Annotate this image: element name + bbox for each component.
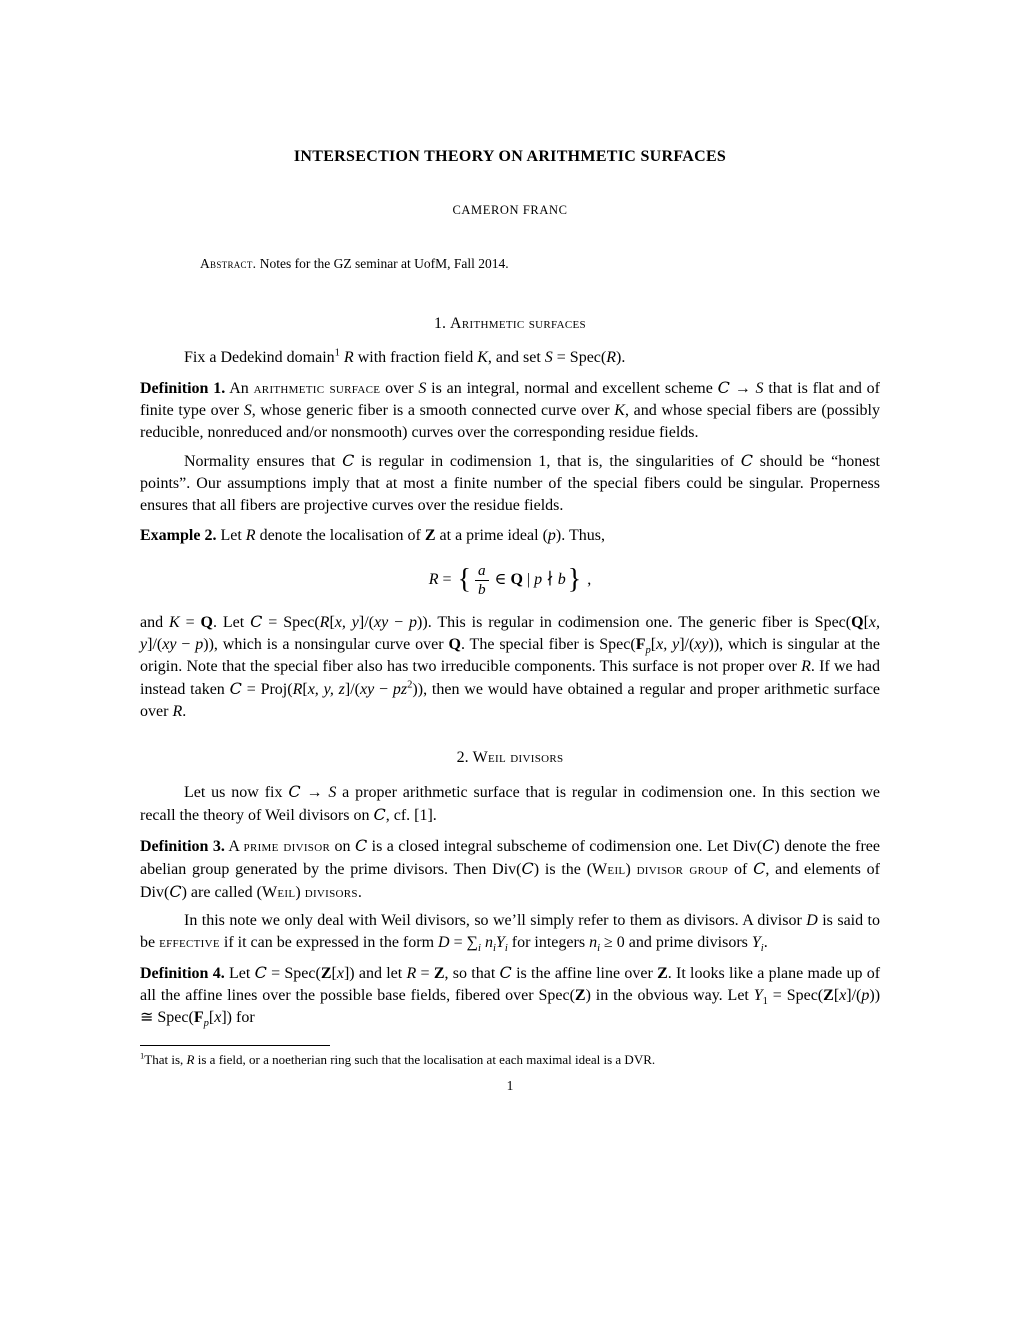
text-segment: = [179, 614, 201, 631]
example-2 [140, 525, 880, 547]
text-segment: with fraction field [353, 349, 478, 366]
text-segment: i [504, 943, 508, 955]
abstract-label: Abstract. [200, 256, 257, 271]
text-segment: Fix a Dedekind domain [184, 349, 335, 366]
text-segment: ∑ [466, 934, 479, 951]
footnote-area [140, 1045, 880, 1069]
text-segment: , so that [444, 965, 500, 982]
text-segment: ≥ 0 and prime divisors [600, 934, 752, 951]
page-number: 1 [506, 1078, 514, 1093]
text-segment: S [418, 380, 427, 397]
text-segment: Arithmetic surfaces [450, 315, 586, 332]
text-segment: C [753, 859, 766, 878]
fraction: $\frac{a}{b}$ [475, 563, 489, 598]
text-segment: C [762, 836, 775, 855]
text-segment: C [717, 378, 730, 397]
text-segment: xy [374, 614, 389, 631]
text-segment: , cf. [1]. [385, 807, 437, 824]
text-segment: arithmetic surface [253, 380, 381, 397]
text-segment: x, y, z [307, 681, 345, 698]
text-segment: R [801, 658, 811, 675]
text-segment: ) are called ( [181, 884, 262, 901]
text-segment: Definition 4. [140, 965, 225, 982]
text-segment: = [449, 934, 467, 951]
text-segment: F [635, 636, 646, 653]
text-segment: effective [159, 934, 220, 951]
text-segment: S [544, 349, 553, 366]
text-segment: xy [162, 636, 177, 653]
text-segment: that is flat and of finite type over [140, 380, 881, 419]
text-segment: K [169, 614, 180, 631]
text-segment: D [806, 912, 818, 929]
text-segment: | [522, 571, 535, 588]
text-segment: R [406, 965, 417, 982]
text-segment: Y [495, 934, 505, 951]
text-segment: Z [823, 987, 834, 1004]
text-segment: Normality ensures that [184, 453, 343, 470]
text-segment: Let [216, 527, 246, 544]
definition-1 [140, 377, 880, 444]
display-equation: R = { $\frac{a}{b}$ ∈ Q | p ∤ b} , [428, 561, 592, 598]
text-segment: Definition 3. [140, 838, 225, 855]
text-segment: is an integral, normal and excellent scheme [426, 380, 718, 397]
text-segment: xy [694, 636, 709, 653]
text-segment: n [484, 934, 493, 951]
text-segment: Z [320, 965, 332, 982]
text-segment: is said to be [140, 912, 881, 951]
text-segment: ]) and let [343, 965, 407, 982]
abstract [140, 254, 880, 273]
text-segment: [ [833, 987, 840, 1004]
text-segment: )) ≅ Spec( [140, 987, 881, 1026]
text-segment: and [140, 614, 170, 631]
text-segment: [ [331, 965, 337, 982]
text-segment: = [416, 965, 434, 982]
text-segment: x [839, 987, 847, 1004]
text-segment: )), which is a nonsingular curve over [203, 636, 449, 653]
text-segment: divisor group [636, 861, 729, 878]
text-segment: Q [200, 614, 213, 631]
text-segment: of [728, 861, 754, 878]
text-segment: should be “honest points”. Our assumptions imply that at most a finite number of the special fibers could be singular. Properness ensures that all fibers are projective curves over the residue fields. [140, 453, 881, 514]
section-heading-1 [140, 313, 880, 335]
text-segment: if it can be expressed in the form [219, 934, 439, 951]
text-segment: p [409, 614, 418, 631]
text-segment: [ [329, 614, 335, 631]
section-heading-2 [140, 747, 880, 769]
text-segment: on [330, 838, 355, 855]
text-segment: − [388, 614, 410, 631]
text-segment: R [428, 571, 439, 588]
example-2-continued [140, 611, 880, 723]
text-segment: C [250, 612, 263, 631]
text-segment: Z [424, 527, 436, 544]
text-segment: C [373, 805, 386, 824]
text-segment: ]/( [679, 636, 695, 653]
text-segment: ) denote the free abelian group generated by the prime divisors. Then Div( [140, 838, 880, 878]
text-segment: S [755, 380, 764, 397]
text-segment: An [225, 380, 254, 397]
text-segment: 1. [434, 315, 451, 332]
text-segment: K [614, 402, 625, 419]
text-segment: R [319, 614, 330, 631]
text-segment: x, y [656, 636, 680, 653]
text-segment: ) [625, 861, 637, 878]
text-segment: Definition 1. [140, 380, 226, 397]
text-segment: ∈ [490, 571, 511, 588]
text-segment: Weil [261, 884, 296, 901]
text-segment: over [380, 380, 419, 397]
text-segment: p [547, 527, 556, 544]
paragraph-weil-intro [140, 781, 880, 827]
text-segment: )), which is singular at the origin. Note that the special fiber also has two irreducible components. This surface is not proper over [140, 636, 881, 675]
text-segment: ) in the obvious way. Let [585, 987, 754, 1004]
text-segment: S [328, 784, 337, 801]
text-segment: Q [851, 614, 864, 631]
text-segment: ]/( [147, 636, 163, 653]
text-segment: R [245, 527, 256, 544]
text-segment: D [438, 934, 450, 951]
text-segment: Z [657, 965, 668, 982]
text-segment: , and whose special fibers are (possibly reducible, nonreduced and/or nonsmooth) curves over the corresponding residue fields. [140, 402, 880, 441]
paper-author: CAMERON FRANC [452, 203, 568, 217]
text-segment: Let [224, 965, 255, 982]
text-segment: = Spec( [266, 965, 321, 982]
text-segment: pz [392, 681, 408, 698]
text-segment: b [557, 571, 566, 588]
text-segment: p [203, 1018, 209, 1030]
footnote-text [140, 1051, 880, 1069]
text-segment: . [357, 884, 362, 901]
text-segment: = Proj( [241, 681, 293, 698]
text-segment: In this note we only deal with Weil divisors, so we’ll simply refer to them as divisors. A divisor [184, 912, 807, 929]
text-segment: . It looks like a plane made up of all the affine lines over the possible base fields, fibered over Spec( [140, 965, 881, 1004]
text-segment: n [589, 934, 598, 951]
text-segment: C [169, 882, 182, 901]
text-segment: ]/( [344, 681, 361, 698]
text-segment: , [583, 571, 592, 588]
text-segment: C [521, 859, 534, 878]
text-segment: . [763, 934, 768, 951]
text-segment: A [224, 838, 244, 855]
text-segment: for integers [507, 934, 590, 951]
text-segment: C [342, 451, 355, 470]
text-segment: p [645, 645, 651, 657]
text-segment: Weil [592, 861, 626, 878]
text-segment: . [182, 703, 187, 720]
text-segment: Example 2. [140, 527, 217, 544]
text-segment: C [229, 679, 242, 698]
text-segment: ]) for [221, 1009, 255, 1026]
text-segment: C [254, 963, 267, 982]
text-segment: 2 [407, 679, 413, 691]
text-segment: . Let [212, 614, 251, 631]
text-segment: = [438, 571, 456, 588]
text-segment: i [478, 943, 481, 955]
text-segment: Y [751, 934, 761, 951]
text-segment: x [336, 965, 344, 982]
text-segment: x [214, 1009, 222, 1026]
text-segment: is a field, or a noetherian ring such that the localisation at each maximal ideal is a DVR. [194, 1052, 656, 1067]
text-segment: divisors [304, 884, 358, 901]
text-segment: That is, [144, 1052, 187, 1067]
text-segment: ]/( [358, 614, 374, 631]
text-segment: p [861, 987, 870, 1004]
text-segment: C [288, 782, 301, 801]
text-segment: 1 [762, 996, 768, 1008]
text-segment: C [740, 451, 754, 470]
text-segment: )), then we would have obtained a regular and proper arithmetic surface over [140, 681, 881, 720]
text-segment: x, y [334, 614, 359, 631]
text-segment: [ [208, 1009, 215, 1026]
text-segment: = Spec( [767, 987, 824, 1004]
text-segment: ). Thus, [555, 527, 605, 544]
text-segment: R [186, 1052, 195, 1067]
text-segment: Let us now fix [184, 784, 289, 801]
text-segment: R [343, 349, 354, 366]
paragraph-fix-dedekind [140, 347, 880, 369]
text-segment: Y [753, 987, 763, 1004]
definition-3 [140, 835, 880, 904]
text-segment: → [729, 380, 756, 397]
text-segment: [ [863, 614, 869, 631]
paragraph-normality [140, 450, 880, 517]
text-segment: x, y [140, 614, 881, 653]
text-segment: = Spec( [262, 614, 320, 631]
footnote-rule [140, 1045, 330, 1046]
text-segment: xy [360, 681, 375, 698]
text-segment: C [499, 963, 512, 982]
text-segment: ) is the ( [533, 861, 593, 878]
abstract-text: Notes for the GZ seminar at UofM, Fall 2014. [256, 256, 509, 271]
text-segment: R [172, 703, 183, 720]
text-segment: 1 [334, 347, 340, 359]
text-segment: prime divisor [243, 838, 331, 855]
text-segment: Q [510, 571, 523, 588]
text-segment: i [760, 943, 764, 955]
text-segment: F [193, 1009, 204, 1026]
text-segment: ). [616, 349, 626, 366]
text-segment: is a closed integral subscheme of codimension one. Let Div( [367, 838, 763, 855]
text-segment: p [195, 636, 204, 653]
text-segment: , and elements of Div( [140, 861, 881, 901]
text-segment: ∤ [542, 571, 558, 588]
text-segment: [ [302, 681, 308, 698]
text-segment: a proper arithmetic surface that is regular in codimension one. In this section we recall the theory of Weil divisors on [140, 784, 881, 824]
text-segment: is regular in codimension 1, that is, the singularities of [354, 453, 741, 470]
document-body [140, 313, 880, 1029]
text-segment: ) [295, 884, 305, 901]
text-segment: , whose generic fiber is a smooth connected curve over [251, 402, 615, 419]
text-segment: Q [448, 636, 461, 653]
paper-title: INTERSECTION THEORY ON ARITHMETIC SURFACES [293, 148, 727, 165]
text-segment: i [492, 943, 496, 955]
text-segment: − [374, 681, 393, 698]
text-segment: )). This is regular in codimension one. The generic fiber is Spec( [417, 614, 852, 631]
text-segment: = Spec( [552, 349, 607, 366]
text-segment: is the affine line over [511, 965, 658, 982]
text-segment: 2. [456, 749, 473, 766]
definition-4 [140, 962, 880, 1029]
text-segment: → [300, 784, 329, 801]
text-segment: . If we had instead taken [140, 658, 880, 698]
text-segment: − [176, 636, 196, 653]
text-segment: C [354, 836, 368, 855]
text-segment: Z [433, 965, 445, 982]
text-segment: R [606, 349, 616, 366]
text-segment: at a prime ideal ( [435, 527, 548, 544]
text-segment: Weil divisors [472, 749, 564, 766]
text-segment: [ [650, 636, 657, 653]
text-segment: . The special fiber is Spec( [460, 636, 636, 653]
paragraph-effective [140, 910, 880, 954]
text-segment: 1 [140, 1050, 145, 1061]
text-segment: K [477, 349, 488, 366]
text-segment: i [597, 943, 600, 955]
text-segment: ]/( [846, 987, 862, 1004]
text-segment: R [292, 681, 303, 698]
text-segment: p [534, 571, 543, 588]
text-segment: Z [574, 987, 586, 1004]
text-segment: denote the localisation of [255, 527, 425, 544]
text-segment: S [243, 402, 252, 419]
text-segment: , and set [487, 349, 545, 366]
